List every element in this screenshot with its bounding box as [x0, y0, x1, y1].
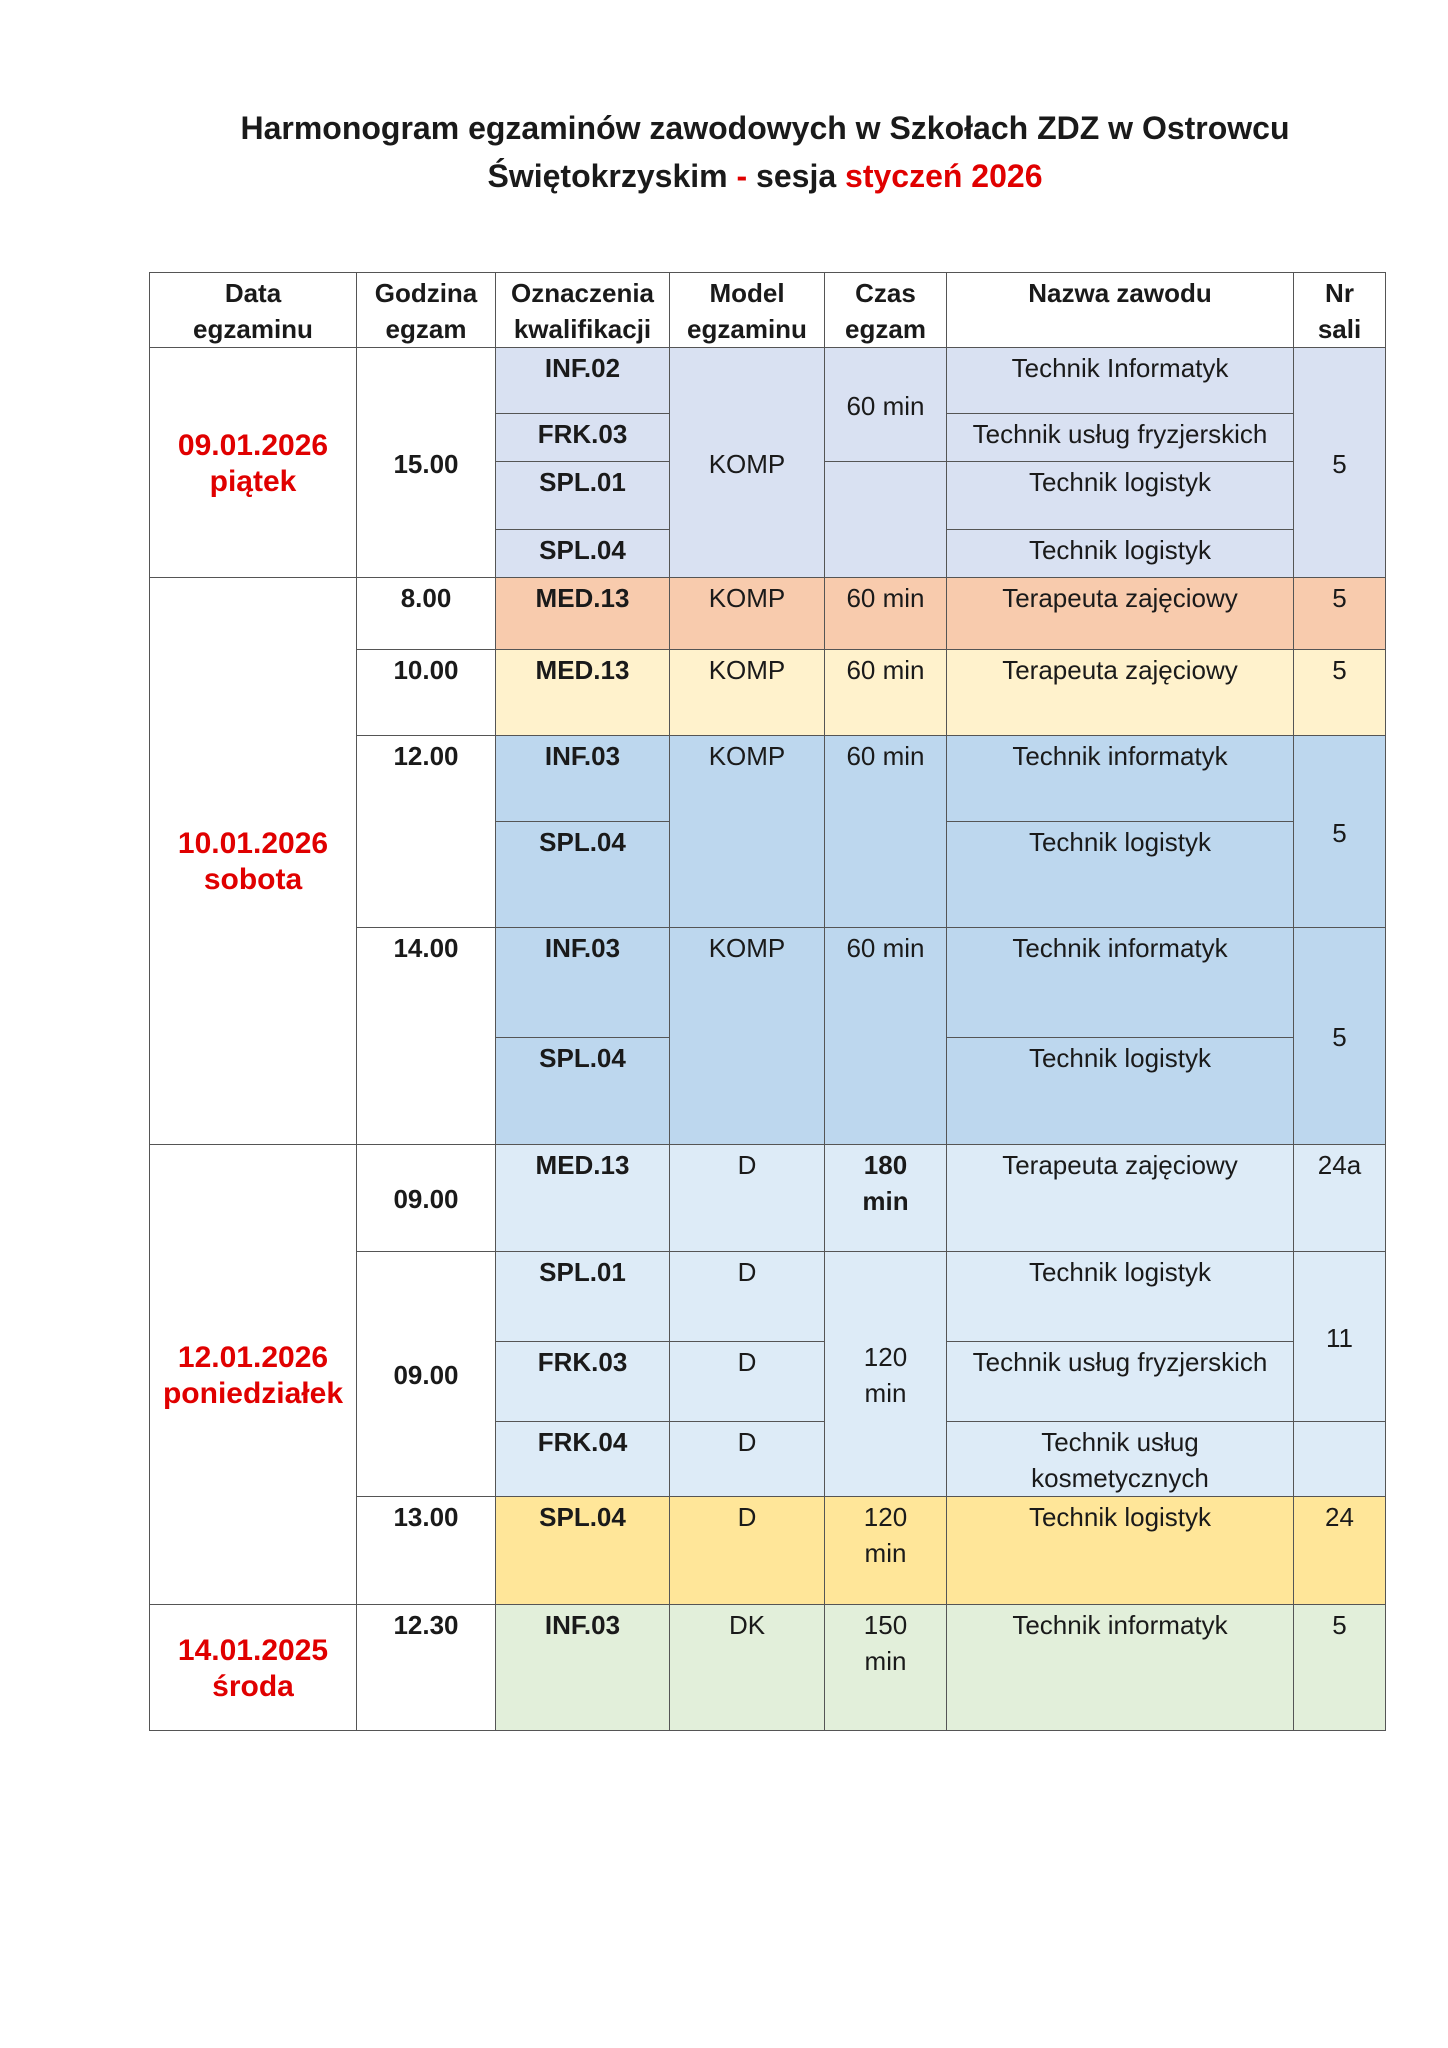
room-cell: 5: [1294, 736, 1386, 928]
model-cell: KOMP: [670, 578, 825, 650]
exam-hour-cell: 10.00: [357, 650, 496, 736]
title-line-1: Harmonogram egzaminów zawodowych w Szkołach ZDZ w Ostrowcu: [240, 110, 1290, 146]
qualification-cell: MED.13: [496, 578, 670, 650]
exam-schedule-table: [149, 272, 1386, 1731]
exam-hour-cell: 09.00: [357, 1145, 496, 1252]
qualification-cell: SPL.04: [496, 822, 670, 928]
room-cell: 5: [1294, 348, 1386, 578]
title-session-word: sesja: [756, 158, 837, 194]
model-cell: KOMP: [670, 928, 825, 1145]
qualification-cell: SPL.04: [496, 530, 670, 578]
room-cell-empty: [1294, 1422, 1386, 1497]
exam-hour-cell: 14.00: [357, 928, 496, 1145]
profession-cell: Technik informatyk: [947, 736, 1294, 822]
table-row: [150, 1145, 1386, 1252]
header-room: Nr sali: [1294, 273, 1386, 348]
duration-cell: 60 min: [825, 348, 947, 462]
qualification-cell: FRK.03: [496, 1342, 670, 1422]
profession-cell: Terapeuta zajęciowy: [947, 1145, 1294, 1252]
qualification-cell: MED.13: [496, 650, 670, 736]
header-hour: Godzina egzam: [357, 273, 496, 348]
qualification-cell: SPL.04: [496, 1497, 670, 1605]
profession-cell: Technik usług fryzjerskich: [947, 414, 1294, 462]
table-row: [150, 1605, 1386, 1731]
duration-cell-empty: [825, 462, 947, 578]
duration-cell: 60 min: [825, 928, 947, 1145]
model-cell: KOMP: [670, 348, 825, 578]
header-model: Model egzaminu: [670, 273, 825, 348]
profession-cell: Technik logistyk: [947, 1038, 1294, 1145]
duration-cell: 60 min: [825, 578, 947, 650]
exam-hour-cell: 15.00: [357, 348, 496, 578]
duration-cell: 180 min: [825, 1145, 947, 1252]
qualification-cell: INF.03: [496, 736, 670, 822]
qualification-cell: FRK.04: [496, 1422, 670, 1497]
duration-cell: 120 min: [825, 1252, 947, 1497]
profession-cell: Technik Informatyk: [947, 348, 1294, 414]
model-cell: KOMP: [670, 650, 825, 736]
header-duration: Czas egzam: [825, 273, 947, 348]
title-line-2: [150, 152, 1380, 200]
profession-cell: Technik logistyk: [947, 462, 1294, 530]
exam-date-cell: 09.01.2026 piątek: [150, 348, 357, 578]
profession-cell: Terapeuta zajęciowy: [947, 650, 1294, 736]
exam-hour-cell: 8.00: [357, 578, 496, 650]
profession-cell: Technik logistyk: [947, 822, 1294, 928]
table-row: [150, 348, 1386, 414]
duration-cell: 60 min: [825, 736, 947, 928]
exam-hour-cell: 13.00: [357, 1497, 496, 1605]
exam-date-cell: 14.01.2025 środa: [150, 1605, 357, 1731]
qualification-cell: SPL.01: [496, 1252, 670, 1342]
profession-cell: Technik usług kosmetycznych: [947, 1422, 1294, 1497]
title-session-date: styczeń 2026: [845, 158, 1043, 194]
exam-hour-cell: 12.00: [357, 736, 496, 928]
model-cell: D: [670, 1252, 825, 1342]
model-cell: D: [670, 1422, 825, 1497]
model-cell: D: [670, 1145, 825, 1252]
model-cell: KOMP: [670, 736, 825, 928]
profession-cell: Technik logistyk: [947, 1497, 1294, 1605]
model-cell: D: [670, 1342, 825, 1422]
qualification-cell: INF.03: [496, 928, 670, 1038]
header-profession: Nazwa zawodu: [947, 273, 1294, 348]
room-cell: 11: [1294, 1252, 1386, 1422]
qualification-cell: FRK.03: [496, 414, 670, 462]
exam-date-cell: 10.01.2026 sobota: [150, 578, 357, 1145]
profession-cell: Technik usług fryzjerskich: [947, 1342, 1294, 1422]
profession-cell: Technik logistyk: [947, 1252, 1294, 1342]
duration-cell: 150 min: [825, 1605, 947, 1731]
qualification-cell: SPL.04: [496, 1038, 670, 1145]
room-cell: 5: [1294, 1605, 1386, 1731]
duration-cell: 60 min: [825, 650, 947, 736]
room-cell: 5: [1294, 578, 1386, 650]
table-row: [150, 578, 1386, 650]
room-cell: 5: [1294, 650, 1386, 736]
duration-cell: 120 min: [825, 1497, 947, 1605]
qualification-cell: INF.02: [496, 348, 670, 414]
header-qualification: Oznaczenia kwalifikacji: [496, 273, 670, 348]
model-cell: DK: [670, 1605, 825, 1731]
qualification-cell: SPL.01: [496, 462, 670, 530]
title-place: Świętokrzyskim: [487, 158, 728, 194]
profession-cell: Terapeuta zajęciowy: [947, 578, 1294, 650]
page-title: [150, 104, 1380, 200]
profession-cell: Technik logistyk: [947, 530, 1294, 578]
room-cell: 24a: [1294, 1145, 1386, 1252]
qualification-cell: INF.03: [496, 1605, 670, 1731]
title-dash: -: [736, 158, 748, 194]
room-cell: 5: [1294, 928, 1386, 1145]
room-cell: 24: [1294, 1497, 1386, 1605]
qualification-cell: MED.13: [496, 1145, 670, 1252]
model-cell: D: [670, 1497, 825, 1605]
exam-date-cell: 12.01.2026 poniedziałek: [150, 1145, 357, 1605]
exam-hour-cell: 09.00: [357, 1252, 496, 1497]
header-date: Data egzaminu: [150, 273, 357, 348]
table-header-row: [150, 273, 1386, 348]
profession-cell: Technik informatyk: [947, 928, 1294, 1038]
exam-hour-cell: 12.30: [357, 1605, 496, 1731]
profession-cell: Technik informatyk: [947, 1605, 1294, 1731]
